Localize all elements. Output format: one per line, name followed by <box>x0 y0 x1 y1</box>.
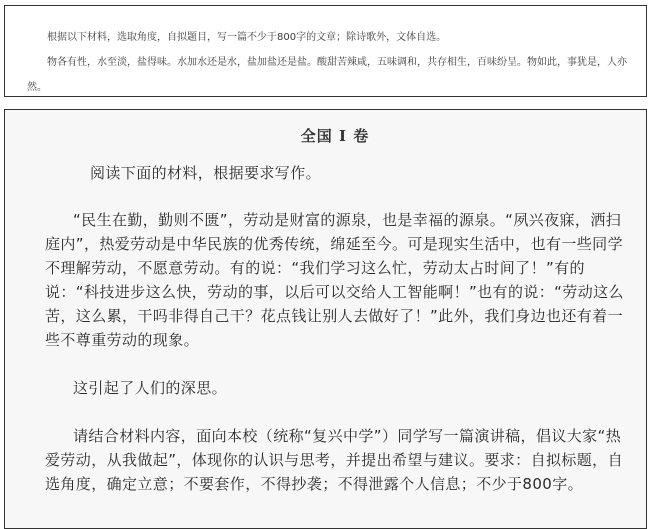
material-text: 物各有性，水至淡，盐得味。水加水还是水，盐加盐还是盐。酸甜苦辣咸，五味调和，共存相生，百味纷呈。物如此，事犹是，人亦然。 <box>27 57 627 93</box>
prompt-box-bottom <box>4 109 647 529</box>
prompt-box-top <box>4 5 647 97</box>
exam-title: 全国 I 卷 <box>300 127 370 145</box>
instruction-text: 根据以下材料，选取角度，自拟题目，写一篇不少于800字的文章；除诗歌外，文体自选。 <box>47 32 447 43</box>
intro-text: 阅读下面的材料，根据要求写作。 <box>90 164 322 182</box>
material-paragraph: “民生在勤，勤则不匮”，劳动是财富的源泉，也是幸福的源泉。“夙兴夜寐，洒扫庭内”，热爱劳动是中华民族的优秀传统，绵延至今。可是现实生活中，也有一些同学不理解劳动，不愿意劳动。有的说：“我们学习这么忙，劳动太占时间了！”有的说：“科技进步这么快，劳动的事，以后可以交给人工智能啊！”也有的说：“劳动这么苦，这么累，干吗非得自己干？花点钱让别人去做好了！”此外，我们身边也还有着一些不尊重劳动的现象。 <box>45 211 624 349</box>
reflection-paragraph: 这引起了人们的深思。 <box>73 379 228 397</box>
requirement-paragraph: 请结合材料内容，面向本校（统称“复兴中学”）同学写一篇演讲稿，倡议大家“热爱劳动，从我做起”，体现你的认识与思考，并提出希望与建议。要求：自拟标题，自选角度，确定立意；不要套作，不得抄袭；不得泄露个人信息；不少于800字。 <box>45 427 623 493</box>
